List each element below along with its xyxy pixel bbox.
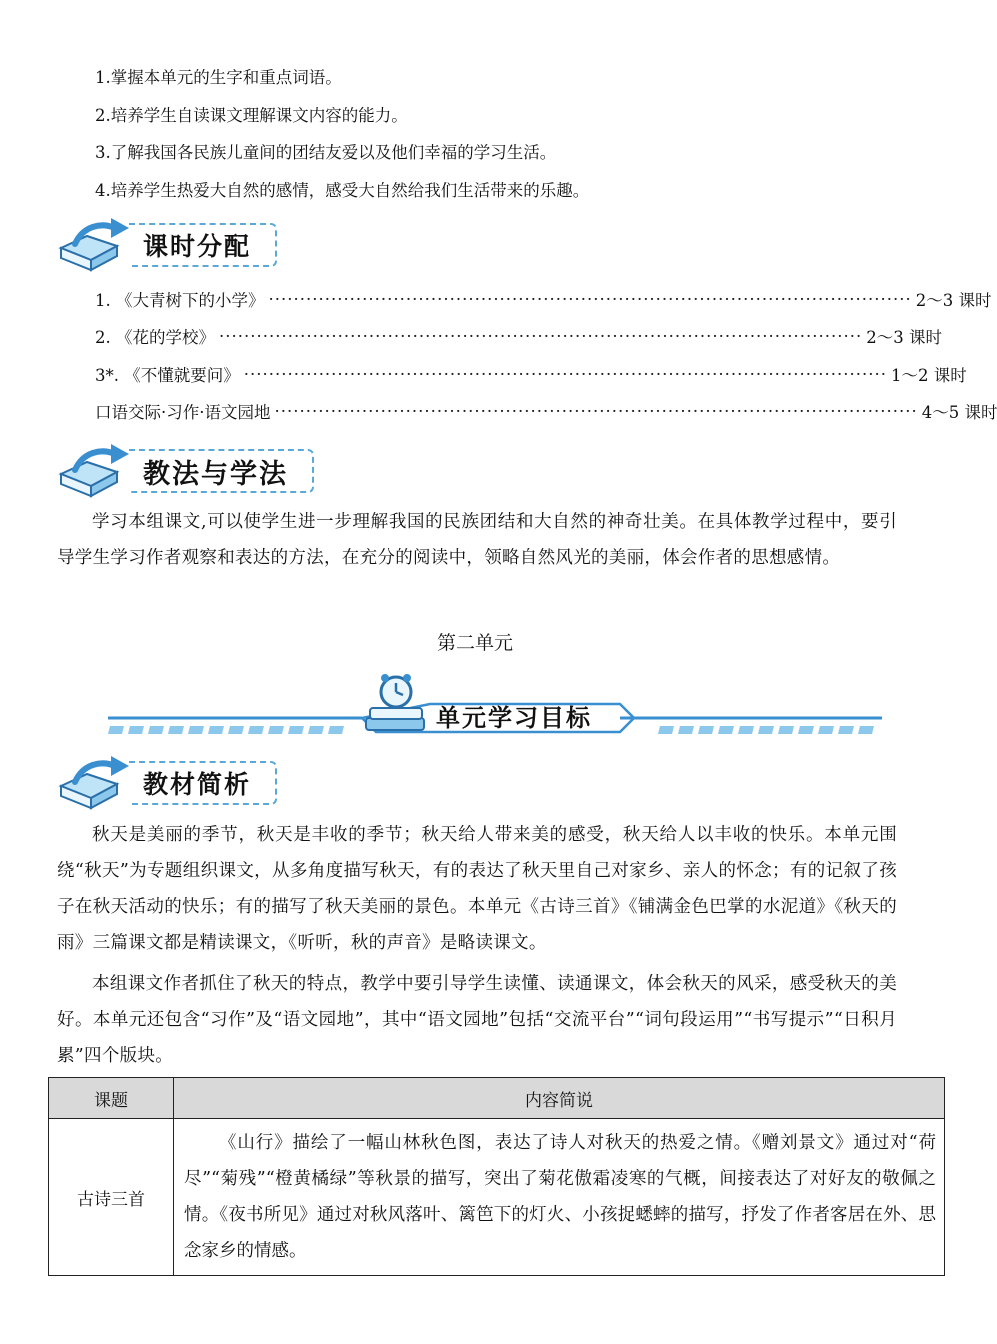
- table-cell-topic: 古诗三首: [49, 1119, 174, 1276]
- goal-item: 4.培养学生热爱大自然的感情，感受大自然给我们生活带来的乐趣。: [95, 181, 590, 200]
- table-header-row: [49, 1078, 945, 1119]
- table-cell-desc: 《山行》描绘了一幅山林秋色图，表达了诗人对秋天的热爱之情。《赠刘景文》通过对“荷尽”“菊残”“橙黄橘绿”等秋景的描写，突出了菊花傲霜凌寒的气概，间接表达了对好友的敬佩之情。《夜书所见》通过对秋风落叶、篱笆下的灯火、小孩捉蟋蟀的描写，抒发了作者客居在外、思念家乡的情感。: [174, 1119, 945, 1276]
- content-table: [48, 1077, 945, 1276]
- leader-dots: ·······································································································: [219, 326, 863, 346]
- schedule-item: 2. 《花的学校》: [95, 328, 215, 347]
- schedule-item: 口语交际·习作·语文园地: [95, 403, 271, 422]
- book-arrow-icon: [57, 752, 137, 814]
- section-title: 教法与学法: [143, 458, 288, 490]
- analysis-paragraph: 本组课文作者抓住了秋天的特点，教学中要引导学生读懂、读通课文，体会秋天的风采，感受秋天的美好。本单元还包含“习作”及“语文园地”，其中“语文园地”包括“交流平台”“词句段运用”“书写提示”“日积月累”四个版块。: [57, 974, 897, 1066]
- schedule-item: 3*. 《不懂就要问》: [95, 366, 240, 385]
- schedule-row: [95, 361, 967, 387]
- unit-banner-title: 单元学习目标: [436, 704, 592, 732]
- goal-item: 2.培养学生自读课文理解课文内容的能力。: [95, 106, 408, 125]
- schedule-time: 1～2 课时: [890, 366, 967, 385]
- section-heading-schedule: [57, 214, 277, 276]
- section-title: 教材简析: [143, 770, 252, 799]
- books-clock-icon: [360, 672, 430, 734]
- goal-item: 3.了解我国各民族儿童间的团结友爱以及他们幸福的学习生活。: [95, 143, 557, 162]
- schedule-time: 2～3 课时: [915, 291, 992, 310]
- leader-dots: ·······································································································: [274, 401, 918, 421]
- book-arrow-icon: [57, 214, 137, 276]
- table-row: [49, 1119, 945, 1276]
- column-header: 内容简说: [174, 1078, 945, 1119]
- schedule-item: 1. 《大青树下的小学》: [95, 291, 265, 310]
- schedule-row: [95, 323, 942, 349]
- leader-dots: ·······································································································: [243, 364, 887, 384]
- analysis-paragraph: 秋天是美丽的季节，秋天是丰收的季节；秋天给人带来美的感受，秋天给人以丰收的快乐。本单元围绕“秋天”为专题组织课文，从多角度描写秋天，有的表达了秋天里自己对家乡、亲人的怀念；有的记叙了孩子在秋天活动的快乐；有的描写了秋天美丽的景色。本单元《古诗三首》《铺满金色巴掌的水泥道》《秋天的雨》三篇课文都是精读课文，《听听，秋的声音》是略读课文。: [57, 825, 897, 953]
- book-arrow-icon: [57, 440, 137, 502]
- section-heading-pill: [129, 449, 314, 493]
- section-heading-method: [57, 440, 314, 502]
- column-header: 课题: [49, 1078, 174, 1119]
- section-heading-pill: [129, 761, 277, 805]
- unit-title: 第二单元: [436, 632, 513, 654]
- schedule-time: 2～3 课时: [866, 328, 942, 347]
- schedule-row: [95, 398, 997, 424]
- section-heading-pill: [129, 223, 277, 267]
- goal-item: 1.掌握本单元的生字和重点词语。: [95, 68, 342, 87]
- leader-dots: ·······································································································: [268, 289, 912, 309]
- section-heading-analysis: [57, 752, 277, 814]
- method-paragraph: 学习本组课文,可以使学生进一步理解我国的民族团结和大自然的神奇壮美。在具体教学过程中，要引导学生学习作者观察和表达的方法，在充分的阅读中，领略自然风光的美丽，体会作者的思想感情。: [57, 512, 897, 568]
- section-title: 课时分配: [143, 232, 252, 261]
- schedule-time: 4～5 课时: [921, 403, 997, 422]
- schedule-row: [95, 286, 992, 312]
